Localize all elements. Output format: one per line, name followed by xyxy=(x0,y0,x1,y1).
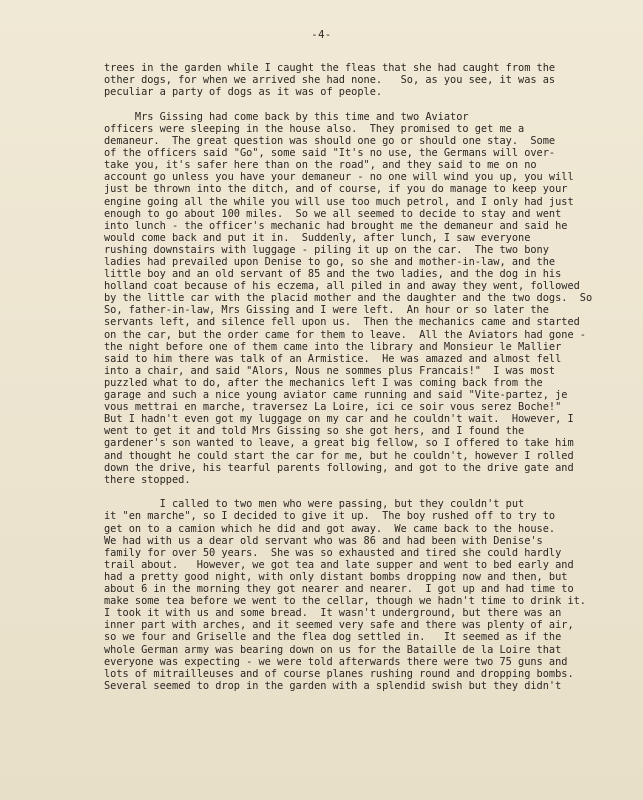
text-line: of the officers said "Go", some said "It's no use, the Germans will over- xyxy=(104,147,556,160)
text-line: demaneur. The great question was should one go or should one stay. Some xyxy=(104,135,556,148)
text-line: into a chair, and said "Alors, Nous ne sommes plus Francais!" I was most xyxy=(104,364,556,377)
text-line: take you, it's safer here than on the road", and they said to me on no xyxy=(104,159,537,172)
text-line: trail about. However, we got tea and late supper and went to bed early and xyxy=(104,558,574,571)
paragraph-gap xyxy=(104,98,632,111)
text-line: puzzled what to do, after the mechanics left I was coming back from the xyxy=(104,376,543,389)
paragraph xyxy=(104,62,632,98)
text-line: little boy and an old servant of 85 and the two ladies, and the dog in his xyxy=(104,268,562,281)
text-line: account go unless you have your demaneur - no one will wind you up, you will xyxy=(104,171,574,184)
text-line: had a pretty good night, with only distant bombs dropping now and then, but xyxy=(104,570,568,583)
text-line: by the little car with the placid mother and the daughter and the two dogs. So xyxy=(104,292,593,305)
text-line: so we four and Griselle and the flea dog settled in. It seemed as if the xyxy=(104,631,562,644)
text-line: get on to a camion which he did and got away. We came back to the house. xyxy=(104,522,556,535)
text-line: lots of mitrailleuses and of course planes rushing round and dropping bombs. xyxy=(104,667,574,680)
text-line: We had with us a dear old servant who was 86 and had been with Denise's xyxy=(104,534,543,547)
text-line: gardener's son wanted to leave, a great big fellow, so I offered to take him xyxy=(104,437,574,450)
text-line: So, father-in-law, Mrs Gissing and I were left. An hour or so later the xyxy=(104,304,549,317)
text-line: everyone was expecting - we were told afterwards there were two 75 guns and xyxy=(104,655,568,668)
text-line: into lunch - the officer's mechanic had brought me the demaneur and said he xyxy=(104,219,568,232)
text-line: just be thrown into the ditch, and of course, if you do manage to keep your xyxy=(104,183,568,196)
text-line: Several seemed to drop in the garden with a splendid swish but they didn't xyxy=(104,679,562,692)
letter-body xyxy=(104,62,632,692)
text-line: enough to go about 100 miles. So we all seemed to decide to stay and went xyxy=(104,207,562,220)
text-line: other dogs, for when we arrived she had none. So, as you see, it was as xyxy=(104,74,556,87)
text-line: holland coat because of his eczema, all piled in and away they went, followed xyxy=(104,280,580,293)
text-line: ladies had prevailed upon Denise to go, so she and mother-in-law, and the xyxy=(104,256,556,268)
text-line: inner part with arches, and it seemed very safe and there was plenty of air, xyxy=(104,619,574,632)
text-line: Mrs Gissing had come back by this time and two Aviator xyxy=(104,110,469,123)
text-line: trees in the garden while I caught the fleas that she had caught from the xyxy=(104,62,556,74)
text-line: servants left, and silence fell upon us. Then the mechanics came and started xyxy=(104,316,580,329)
text-line: I took it with us and some bread. It wasn't underground, but there was an xyxy=(104,607,562,620)
text-line: whole German army was bearing down on us for the Bataille de la Loire that xyxy=(104,643,562,656)
text-line: engine going all the while you will use too much petrol, and I only had just xyxy=(104,195,574,208)
text-line: vous mettrai en marche, traversez La Loire, ici ce soir vous serez Boche!" xyxy=(104,401,562,414)
text-line: about 6 in the morning they got nearer and nearer. I got up and had time to xyxy=(104,583,574,596)
paragraph-gap xyxy=(104,486,632,499)
text-line: rushing downstairs with luggage - piling it up on the car. The two bony xyxy=(104,243,549,256)
text-line: said to him there was talk of an Armistice. He was amazed and almost fell xyxy=(104,352,562,365)
text-line: would come back and put it in. Suddenly, after lunch, I saw everyone xyxy=(104,231,531,244)
text-line: I called to two men who were passing, but they couldn't put xyxy=(104,498,525,511)
text-line: But I hadn't even got my luggage on my car and he couldn't wait. However, I xyxy=(104,413,574,426)
text-line: went to get it and told Mrs Gissing so she got hers, and I found the xyxy=(104,425,525,438)
text-line: family for over 50 years. She was so exhausted and tired she could hardly xyxy=(104,546,562,559)
paragraph xyxy=(104,498,632,692)
text-line: it "en marche", so I decided to give it up. The boy rushed off to try to xyxy=(104,510,556,523)
paragraph xyxy=(104,111,632,486)
text-line: the night before one of them came into the library and Monsieur le Mallier xyxy=(104,340,562,353)
text-line: down the drive, his tearful parents following, and got to the drive gate and xyxy=(104,461,574,474)
text-line: make some tea before we went to the cellar, though we hadn't time to drink it. xyxy=(104,595,586,608)
text-line: and thought he could start the car for me, but he couldn't, however I rolled xyxy=(104,449,574,462)
text-line: there stopped. xyxy=(104,473,191,486)
page-number: -4- xyxy=(311,29,332,41)
text-line: garage and such a nice young aviator came running and said "Vite-partez, je xyxy=(104,389,568,402)
text-line: on the car, but the order came for them to leave. All the Aviators had gone - xyxy=(104,328,586,341)
text-line: officers were sleeping in the house also. They promised to get me a xyxy=(104,122,525,135)
text-line: peculiar a party of dogs as it was of people. xyxy=(104,86,383,99)
